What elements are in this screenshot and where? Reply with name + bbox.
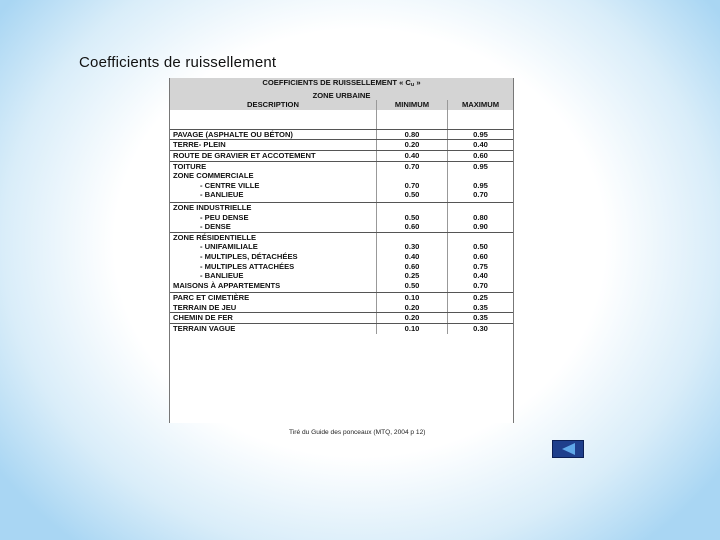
cell-line: TERRE- PLEIN	[173, 140, 226, 150]
cell-max	[448, 232, 514, 293]
cell-min	[377, 324, 448, 334]
cell-line: 0.80	[473, 212, 488, 222]
cell-line: CHEMIN DE FER	[173, 313, 233, 323]
cell-line: 0.30	[473, 324, 488, 334]
cell-max	[448, 140, 514, 151]
cell-line: ZONE COMMERCIALE	[173, 171, 254, 181]
cell-desc	[170, 313, 377, 324]
cell-desc	[170, 202, 377, 232]
cell-line	[451, 171, 510, 181]
cell-min	[377, 140, 448, 151]
source-caption: Tiré du Guide des ponceaux (MTQ, 2004 p 12)	[289, 429, 426, 436]
cell-line: 0.80	[404, 129, 420, 139]
table-row	[170, 293, 513, 313]
table-title-subscript: u	[410, 82, 415, 88]
cell-desc	[170, 293, 377, 313]
table-row	[170, 161, 513, 202]
cell-line: 0.50	[473, 242, 488, 252]
cell-line: - BANLIEUE	[200, 190, 244, 200]
cell-desc	[170, 129, 377, 140]
slide-title: Coefficients de ruissellement	[79, 54, 277, 71]
cell-line	[451, 233, 510, 243]
cell-line: 0.40	[404, 251, 420, 261]
cell-desc	[170, 232, 377, 293]
cell-line: 0.60	[473, 251, 488, 261]
cell-line: - CENTRE VILLE	[200, 180, 260, 190]
cell-line: 0.70	[473, 280, 488, 290]
cell-line: MAISONS À APPARTEMENTS	[173, 280, 281, 290]
cell-line: 0.50	[404, 280, 420, 290]
cell-line: PAVAGE (ASPHALTE OU BÉTON)	[173, 129, 293, 139]
cell-min	[377, 150, 448, 161]
table-row	[170, 313, 513, 324]
cell-line: PARC ET CIMETIÈRE	[173, 293, 250, 303]
cell-line: 0.35	[473, 313, 488, 323]
cell-line: 0.40	[404, 150, 420, 160]
cell-desc	[170, 150, 377, 161]
table-row	[170, 150, 513, 161]
cell-line: - BANLIEUE	[200, 271, 244, 281]
cell-line: 0.90	[473, 222, 488, 232]
column-header-minimum: MINIMUM	[377, 100, 448, 110]
cell-min	[377, 293, 448, 313]
table-row	[170, 129, 513, 140]
cell-line: 0.25	[473, 293, 488, 303]
cell-min	[377, 202, 448, 232]
cell-min	[377, 232, 448, 293]
cell-max	[448, 150, 514, 161]
table-title-close: »	[414, 78, 421, 87]
triangle-left-icon	[562, 443, 575, 455]
cell-max	[448, 313, 514, 324]
cell-desc	[170, 140, 377, 151]
cell-line: TERRAIN DE JEU	[173, 302, 237, 312]
column-header-description: DESCRIPTION	[170, 100, 377, 110]
table-header-title	[170, 78, 513, 100]
cell-line: 0.70	[404, 161, 420, 171]
cell-line: 0.60	[473, 150, 488, 160]
table-row	[170, 140, 513, 151]
cell-line: 0.20	[404, 140, 420, 150]
cell-max	[448, 129, 514, 140]
cell-line: ZONE INDUSTRIELLE	[173, 202, 252, 212]
table-column-headers	[170, 100, 513, 110]
cell-line: - MULTIPLES, DÉTACHÉES	[200, 251, 298, 261]
cell-line: 0.50	[404, 190, 420, 200]
cell-line	[380, 203, 444, 213]
cell-line: 0.10	[404, 324, 420, 334]
cell-line: 0.10	[404, 293, 420, 303]
cell-line: TERRAIN VAGUE	[173, 324, 236, 334]
table-row	[170, 324, 513, 334]
table-body	[170, 78, 513, 334]
table-subtitle: ZONE URBAINE	[312, 90, 371, 100]
cell-min	[377, 129, 448, 140]
coefficients-table	[169, 78, 514, 423]
cell-desc	[170, 324, 377, 334]
cell-line: 0.60	[404, 261, 420, 271]
column-header-maximum: MAXIMUM	[448, 100, 514, 110]
table-title-text: COEFFICIENTS DE RUISSELLEMENT « C	[262, 78, 411, 87]
cell-line	[380, 171, 444, 181]
cell-line: 0.70	[473, 190, 488, 200]
cell-line: ROUTE DE GRAVIER ET ACCOTEMENT	[173, 150, 316, 160]
cell-line: ZONE RÉSIDENTIELLE	[173, 232, 257, 242]
table-spacer-row	[170, 110, 513, 130]
cell-max	[448, 202, 514, 232]
cell-line: 0.95	[473, 180, 488, 190]
cell-max	[448, 293, 514, 313]
cell-line: 0.25	[404, 271, 420, 281]
cell-line: 0.35	[473, 302, 488, 312]
cell-line: 0.95	[473, 161, 488, 171]
cell-line: 0.30	[404, 242, 420, 252]
cell-line: 0.95	[473, 129, 488, 139]
previous-slide-button[interactable]	[552, 440, 584, 458]
cell-desc	[170, 161, 377, 202]
cell-line: 0.60	[404, 222, 420, 232]
cell-min	[377, 313, 448, 324]
cell-line: - PEU DENSE	[200, 212, 249, 222]
cell-line	[451, 203, 510, 213]
cell-max	[448, 324, 514, 334]
cell-line: 0.70	[404, 180, 420, 190]
cell-line	[380, 233, 444, 243]
cell-line: - DENSE	[200, 222, 231, 232]
cell-line: - UNIFAMILIALE	[200, 242, 258, 252]
cell-line: - MULTIPLES ATTACHÉES	[200, 261, 295, 271]
table-row	[170, 232, 513, 293]
cell-line: 0.40	[473, 271, 488, 281]
cell-line: 0.40	[473, 140, 488, 150]
table-row	[170, 202, 513, 232]
cell-min	[377, 161, 448, 202]
table-title	[262, 78, 420, 87]
cell-line: 0.75	[473, 261, 488, 271]
cell-line: TOITURE	[173, 161, 207, 171]
coefficients-table-grid	[170, 78, 513, 334]
cell-line: 0.20	[404, 302, 420, 312]
cell-max	[448, 161, 514, 202]
cell-line: 0.50	[404, 212, 420, 222]
cell-line: 0.20	[404, 313, 420, 323]
